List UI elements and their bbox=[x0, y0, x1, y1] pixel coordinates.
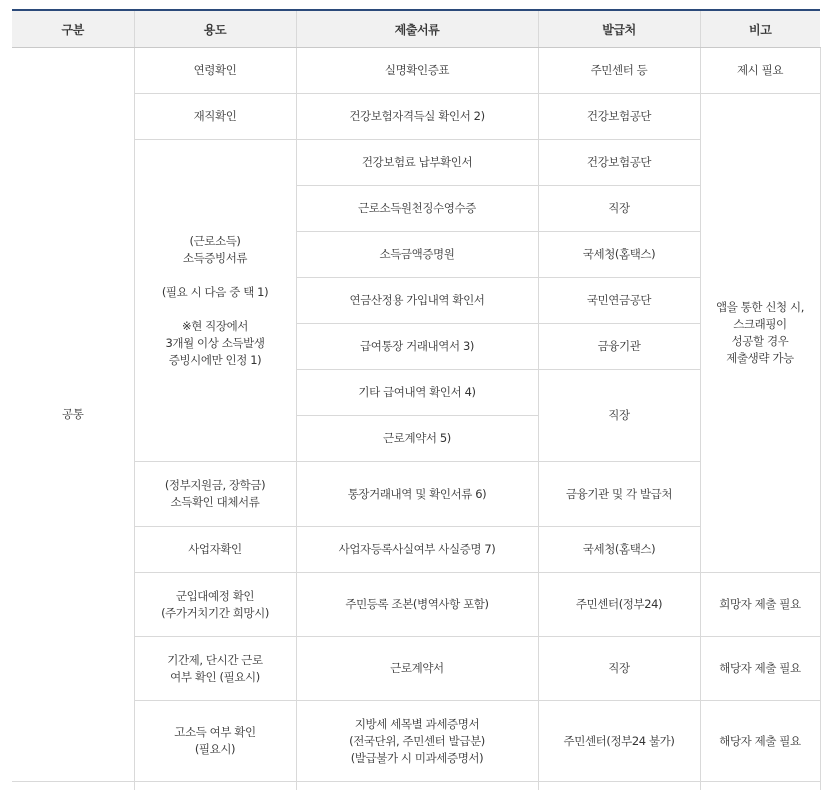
partial-cell bbox=[538, 782, 700, 790]
table-row bbox=[12, 140, 820, 186]
issuer-cell: 국세청(홈택스) bbox=[538, 232, 700, 278]
document-cell: 기타 급여내역 확인서 4) bbox=[296, 370, 538, 416]
header-issuer: 발급처 bbox=[538, 10, 700, 48]
document-cell: 소득금액증명원 bbox=[296, 232, 538, 278]
document-cell: 실명확인증표 bbox=[296, 48, 538, 94]
header-documents: 제출서류 bbox=[296, 10, 538, 48]
purpose-cell: 고소득 여부 확인 (필요시) bbox=[134, 701, 296, 782]
purpose-cell: 사업자확인 bbox=[134, 527, 296, 573]
issuer-cell: 건강보험공단 bbox=[538, 140, 700, 186]
issuer-cell: 직장 bbox=[538, 637, 700, 701]
table-row bbox=[12, 701, 820, 782]
category-cell: 공통 bbox=[12, 48, 134, 782]
issuer-cell: 금융기관 bbox=[538, 324, 700, 370]
issuer-cell: 직장 bbox=[538, 186, 700, 232]
issuer-cell: 직장 bbox=[538, 370, 700, 462]
note-cell: 해당자 제출 필요 bbox=[700, 701, 820, 782]
table-row bbox=[12, 94, 820, 140]
purpose-cell: 기간제, 단시간 근로 여부 확인 (필요시) bbox=[134, 637, 296, 701]
partial-cell bbox=[134, 782, 296, 790]
purpose-cell: (근로소득) 소득증빙서류 (필요 시 다음 중 택 1) ※현 직장에서 3개월 이상 소득발생 증빙시에만 인정 1) bbox=[134, 140, 296, 462]
table-header-row bbox=[12, 10, 820, 48]
table-row bbox=[12, 462, 820, 527]
document-cell: 건강보험자격득실 확인서 2) bbox=[296, 94, 538, 140]
note-cell: 앱을 통한 신청 시, 스크래핑이 성공할 경우 제출생략 가능 bbox=[700, 94, 820, 573]
purpose-cell: 군입대예정 확인 (주가거치기간 희망시) bbox=[134, 573, 296, 637]
issuer-cell: 금융기관 및 각 발급처 bbox=[538, 462, 700, 527]
document-cell: 사업자등록사실여부 사실증명 7) bbox=[296, 527, 538, 573]
issuer-cell: 주민센터 등 bbox=[538, 48, 700, 94]
document-cell: 통장거래내역 및 확인서류 6) bbox=[296, 462, 538, 527]
table-row bbox=[12, 637, 820, 701]
note-cell: 희망자 제출 필요 bbox=[700, 573, 820, 637]
document-cell: 주민등록 조본(병역사항 포함) bbox=[296, 573, 538, 637]
purpose-cell: 연령확인 bbox=[134, 48, 296, 94]
purpose-cell: (정부지원금, 장학금) 소득확인 대체서류 bbox=[134, 462, 296, 527]
issuer-cell: 건강보험공단 bbox=[538, 94, 700, 140]
document-cell: 지방세 세목별 과세증명서 (전국단위, 주민센터 발급분) (발급불가 시 미과세증명서) bbox=[296, 701, 538, 782]
note-cell: 해당자 제출 필요 bbox=[700, 637, 820, 701]
table-row bbox=[12, 48, 820, 94]
table-row-partial bbox=[12, 782, 820, 790]
note-cell: 제시 필요 bbox=[700, 48, 820, 94]
header-category: 구분 bbox=[12, 10, 134, 48]
partial-cell bbox=[700, 782, 820, 790]
issuer-cell: 국민연금공단 bbox=[538, 278, 700, 324]
document-cell: 근로계약서 5) bbox=[296, 416, 538, 462]
document-cell: 근로소득원천징수영수증 bbox=[296, 186, 538, 232]
table-row bbox=[12, 573, 820, 637]
document-cell: 건강보험료 납부확인서 bbox=[296, 140, 538, 186]
purpose-cell: 재직확인 bbox=[134, 94, 296, 140]
issuer-cell: 주민센터(정부24) bbox=[538, 573, 700, 637]
document-cell: 근로계약서 bbox=[296, 637, 538, 701]
issuer-cell: 국세청(홈택스) bbox=[538, 527, 700, 573]
partial-cell bbox=[296, 782, 538, 790]
partial-cell bbox=[12, 782, 134, 790]
table-row bbox=[12, 527, 820, 573]
document-cell: 연금산정용 가입내역 확인서 bbox=[296, 278, 538, 324]
header-purpose: 용도 bbox=[134, 10, 296, 48]
document-cell: 급여통장 거래내역서 3) bbox=[296, 324, 538, 370]
issuer-cell: 주민센터(정부24 불가) bbox=[538, 701, 700, 782]
requirements-table bbox=[12, 9, 821, 790]
header-note: 비고 bbox=[700, 10, 820, 48]
